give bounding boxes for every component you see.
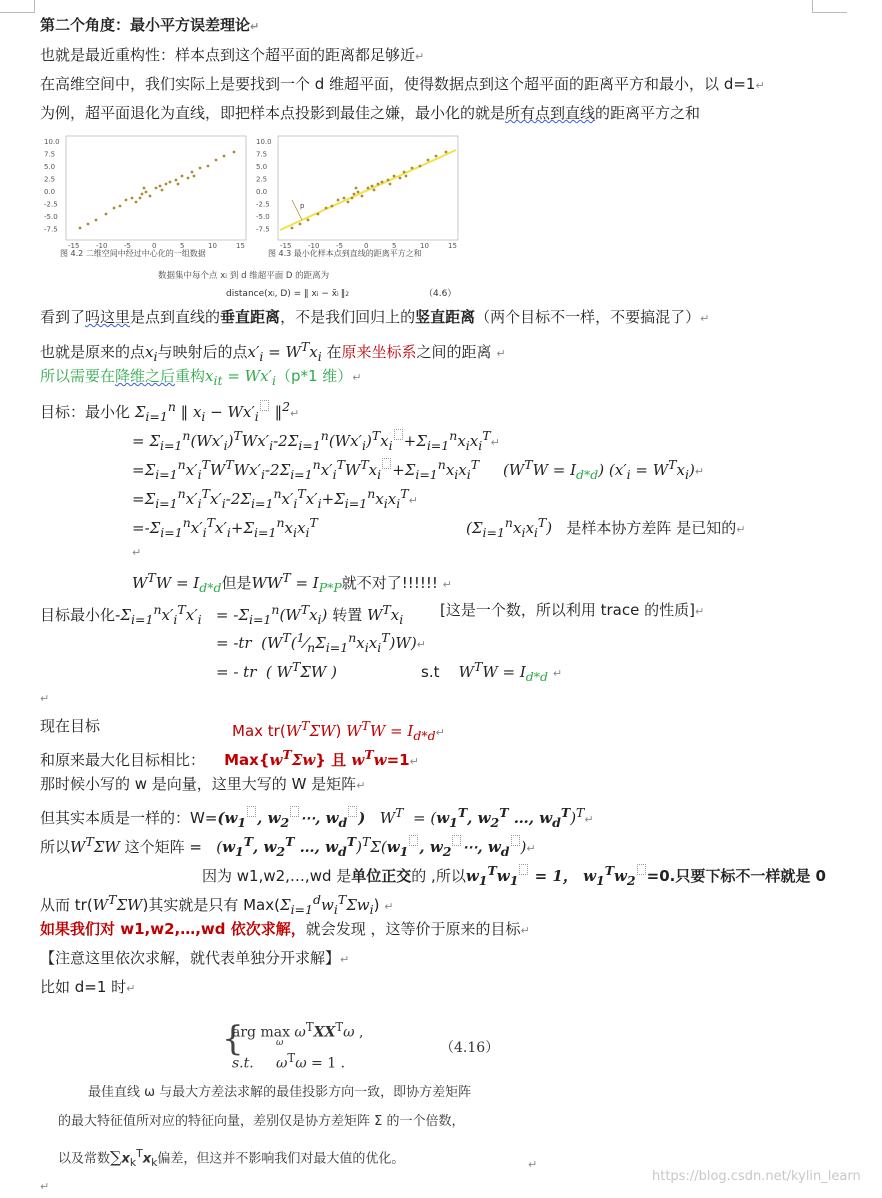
scatter-point xyxy=(445,151,448,154)
equation-line: = - tr ( $W^T\Sigma W$ ) xyxy=(216,659,337,681)
y-tick-label: 2.5 xyxy=(256,175,268,184)
scatter-point xyxy=(161,189,164,192)
scatter-point xyxy=(207,165,210,168)
y-tick-label: 10.0 xyxy=(44,138,60,146)
equation-brace: { xyxy=(222,1019,244,1059)
y-tick-label: 0.0 xyxy=(44,188,56,196)
paragraph-line: 和原来最大化目标相比： $Max\{w^T\Sigma w\}$ 且 $w^Tw=1↵$ xyxy=(40,747,419,769)
equation-line: s.t. $\omega^T\omega = 1$ . xyxy=(232,1051,346,1072)
scatter-point xyxy=(215,159,218,162)
page-corner-mark xyxy=(0,0,35,13)
svg-text:图 4.3 最小化样本点到直线的距离平方之和: 图 4.3 最小化样本点到直线的距离平方之和 xyxy=(268,249,422,258)
paragraph-mark: ↵ xyxy=(40,1180,50,1193)
scatter-point xyxy=(149,195,152,198)
page-corner-mark xyxy=(812,0,847,13)
equation-note: [这是一个数，所以利用 trace 的性质]↵ xyxy=(440,601,705,619)
scatter-point xyxy=(399,177,402,180)
paragraph-line: 为例，超平面退化为直线，即把样本点投影到最佳之嫌，最小化的就是所有点到直线的距离平方之和 xyxy=(40,104,701,122)
x-tick-label: 0 xyxy=(364,242,369,250)
x-tick-label: -5 xyxy=(124,242,131,250)
svg-text:p: p xyxy=(300,202,305,210)
paragraph-line: 也就是最近重构性：样本点到这个超平面的距离都足够近↵ xyxy=(40,46,425,64)
y-tick-label: 7.5 xyxy=(256,150,268,159)
equation-line: 但其实本质是一样的：$W=(w_1$ , $w_2$ ⋯, $w_d$ ) $W^T = (w_1^T$, $w_2^T$ …, $w_d^T)^T↵$ xyxy=(40,805,594,830)
scatter-point xyxy=(427,159,430,162)
paragraph-line: 【注意这里依次求解，就代表单独分开求解】↵ xyxy=(40,949,350,967)
scatter-point xyxy=(233,151,236,154)
y-tick-label: -5.0 xyxy=(44,213,58,221)
scatter-point xyxy=(139,197,142,200)
scatter-point xyxy=(135,201,138,204)
paragraph-line: 因为 w1,w2,…,wd 是单位正交的 ,所以$w_1^Tw_1 = 1$， $w_1^Tw_2 =0$.只要下标不一样就是 0 xyxy=(202,863,826,888)
y-tick-label: 7.5 xyxy=(44,150,56,159)
scatter-point xyxy=(187,177,190,180)
equation-line: arg $\max \omega^TXX^T\omega$ , xyxy=(232,1020,364,1041)
y-tick-label: 10.0 xyxy=(256,138,272,146)
scatter-point xyxy=(373,189,376,192)
paragraph-line: 从而 $tr(W^T\Sigma W)$其实就是只有 $Max(\Sigma_{i=1}^dw_i^T\Sigma w_i)$ ↵ xyxy=(40,892,394,917)
section-heading: 第二个角度：最小平方误差理论↵ xyxy=(40,16,260,34)
paragraph-line: 如果我们对 w1,w2,…,wd 依次求解，就会发现 ，这等价于原来的目标↵ xyxy=(40,920,530,938)
scatter-point xyxy=(175,179,178,182)
x-tick-label: 10 xyxy=(420,242,429,250)
scatter-point xyxy=(307,219,310,222)
equation-line: = $\Sigma_{i=1}^n(Wx'_i)^TWx'_i-2\Sigma_{i=1}^n(Wx'_i)^Tx_i$ $+\Sigma_{i=1}^nx_ix_i^T↵$ xyxy=(132,428,500,453)
distance-definition xyxy=(158,270,456,299)
x-tick-label: -10 xyxy=(96,242,108,250)
paragraph-line: 现在目标 xyxy=(40,717,101,735)
x-tick-label: 15 xyxy=(236,242,245,250)
x-tick-label: -15 xyxy=(68,242,80,250)
scatter-point xyxy=(95,219,98,222)
y-tick-label: -5.0 xyxy=(256,213,270,221)
y-tick-label: 2.5 xyxy=(44,175,56,184)
scanned-text-line: 的最大特征值所对应的特征向量，差别仅是协方差矩阵 Σ 的一个倍数， xyxy=(58,1114,465,1129)
scatter-point xyxy=(377,183,380,186)
paragraph-line: 看到了吗这里是点到直线的垂直距离，不是我们回归上的竖直距离（两个目标不一样，不要搞混了）↵ xyxy=(40,308,710,326)
scatter-point xyxy=(143,187,146,190)
x-tick-label: 15 xyxy=(448,242,457,250)
scatter-point xyxy=(105,213,108,216)
equation-constraint: s.t $W^TW = I_{d*d}$ ↵ xyxy=(421,659,563,684)
svg-text:图 4.2 二维空间中经过中心化的一组数据: 图 4.2 二维空间中经过中心化的一组数据 xyxy=(60,249,206,258)
svg-text:distance(xi, D) = ‖ xi − x̃i‖2: distance(xi, D) = ‖ xi − x̃i ‖2 xyxy=(226,289,350,299)
scatter-point xyxy=(367,187,370,190)
scatter-point xyxy=(435,155,438,158)
scatter-point xyxy=(387,179,390,182)
paragraph-line: 比如 d=1 时↵ xyxy=(40,978,136,996)
scatter-point xyxy=(141,193,144,196)
figure-4-3 xyxy=(256,136,458,258)
equation-note: $(\Sigma_{i=1}^nx_ix_i^T)$ 是样本协方差阵 是已知的↵ xyxy=(466,515,746,540)
scatter-point xyxy=(357,191,360,194)
scatter-point xyxy=(353,193,356,196)
scatter-point xyxy=(343,197,346,200)
scatter-point xyxy=(325,207,328,210)
scanned-text-line: 最佳直线 ω 与最大方差法求解的最佳投影方向一致，即协方差矩阵 xyxy=(88,1085,472,1100)
figure-4-2 xyxy=(44,136,246,258)
svg-text:（4.6）: （4.6） xyxy=(424,289,457,299)
scatter-point xyxy=(223,155,226,158)
x-tick-label: 5 xyxy=(180,242,185,250)
scatter-point xyxy=(381,181,384,184)
empty-line: ↵ xyxy=(40,692,50,705)
x-tick-label: 0 xyxy=(152,242,157,250)
x-tick-label: -15 xyxy=(280,242,292,250)
scatter-point xyxy=(393,175,396,178)
scatter-point xyxy=(165,183,168,186)
scatter-point xyxy=(405,175,408,178)
scatter-point xyxy=(125,199,128,202)
x-tick-label: 10 xyxy=(208,242,217,250)
y-tick-label: -7.5 xyxy=(256,225,270,234)
equation-line: $=\Sigma_{i=1}^nx'_i^TW^TWx'_i-2\Sigma_{i=1}^nx'_i^TW^Tx_i +\Sigma_{i=1}^nx_ix_i^T$ $(W^TW = I_{d*d}) (x'_i$ = $W^Tx_i)↵$ xyxy=(132,457,705,482)
y-tick-label: 5.0 xyxy=(256,163,268,171)
scatter-point xyxy=(79,227,82,230)
equation-line: 目标最小化$-\Sigma_{i=1}^nx'_i^Tx'_i = -\Sigma_{i=1}^n(W^Tx_i)$ 转置 $W^Tx_i$ xyxy=(40,602,404,627)
paragraph-line: 也就是原来的点$x_i$与映射后的点$x'_i = W^Tx_i$ 在原来坐标系之间的距离 ↵ xyxy=(40,339,506,364)
y-tick-label: -7.5 xyxy=(44,225,58,234)
x-tick-label: -10 xyxy=(308,242,320,250)
y-tick-label: -2.5 xyxy=(256,200,270,209)
equation-line: 目标：最小化 $\Sigma_{i=1}^n$ ‖ $x_i - Wx'_i$ ‖$^2$↵ xyxy=(40,399,300,424)
scatter-point xyxy=(411,167,414,170)
paragraph-line: 那时候小写的 w 是向量，这里大写的 W 是矩阵↵ xyxy=(40,775,366,793)
scatter-point xyxy=(291,227,294,230)
objective-formula: Max $tr(W^T\Sigma W) W^TW$ = $I_{d*d}↵$ xyxy=(232,718,445,743)
watermark: https://blog.csdn.net/kylin_learn xyxy=(652,1169,861,1184)
equation-line: $W^TW = I_{d*d}$但是$WW^T = I_{P*P}$就不对了!!!!!! ↵ xyxy=(132,570,452,595)
svg-text:数据集中每个点 xi到 d 维超平面 D 的距离为: 数据集中每个点 xi 到 d 维超平面 D 的距离为 xyxy=(158,271,330,281)
scatter-point xyxy=(361,195,364,198)
scatter-point xyxy=(331,205,334,208)
paragraph-line: 在高维空间中，我们实际上是要找到一个 d 维超平面，使得数据点到这个超平面的距离平方和最小，以 d=1↵ xyxy=(40,75,765,93)
scatter-point xyxy=(145,191,148,194)
scatter-point xyxy=(159,185,162,188)
scatter-point xyxy=(317,213,320,216)
scatter-point xyxy=(299,223,302,226)
scatter-point xyxy=(347,201,350,204)
equation-number: （4.16） xyxy=(440,1040,500,1056)
scatter-point xyxy=(389,183,392,186)
scatter-point xyxy=(181,175,184,178)
x-tick-label: -5 xyxy=(336,242,343,250)
scatter-point xyxy=(351,197,354,200)
paragraph-mark: ↵ xyxy=(528,1158,538,1171)
y-tick-label: 0.0 xyxy=(256,188,268,196)
equation-subscript: ω xyxy=(276,1038,284,1048)
scatter-point xyxy=(199,167,202,170)
scatter-point xyxy=(169,181,172,184)
equation-line: $=\Sigma_{i=1}^nx'_i^Tx'_i-2\Sigma_{i=1}^nx'_i^Tx'_i+\Sigma_{i=1}^nx_ix_i^T↵$ xyxy=(132,486,418,511)
scanned-text-line: 以及常数$\sum x_k^Tx_k$偏差，但这并不影响我们对最大值的优化。 xyxy=(58,1147,405,1169)
scatter-point xyxy=(337,199,340,202)
scatter-point xyxy=(87,223,90,226)
y-tick-label: 5.0 xyxy=(44,163,56,171)
scatter-point xyxy=(355,187,358,190)
scatter-point xyxy=(191,171,194,174)
scatter-point xyxy=(119,205,122,208)
equation-line: $=-\Sigma_{i=1}^nx'_i^Tx'_i+\Sigma_{i=1}^nx_ix_i^T$ xyxy=(132,515,318,540)
equation-line: 所以$W^T\Sigma W$ 这个矩阵 = ($w_1^T$, $w_2^T$ …, $w_d^T)^T\Sigma(w_1$ , $w_2$ ⋯, $w_d$ )↵ xyxy=(40,834,536,859)
figure-scatter-plots xyxy=(40,128,470,300)
x-tick-label: 5 xyxy=(392,242,397,250)
scatter-point xyxy=(403,171,406,174)
empty-line: ↵ xyxy=(132,546,142,559)
scatter-point xyxy=(131,197,134,200)
scatter-point xyxy=(177,183,180,186)
scatter-point xyxy=(113,207,116,210)
y-tick-label: -2.5 xyxy=(44,200,58,209)
scatter-point xyxy=(371,185,374,188)
paragraph-line: 所以需要在降维之后重构$x_{it} = Wx'_i(p*1$ 维）↵ xyxy=(40,367,362,388)
equation-line: = -tr $(W^T(^1⁄_n\Sigma_{i=1}^nx_ix_i^T)W)↵$ xyxy=(216,630,426,655)
scatter-point xyxy=(193,175,196,178)
scatter-point xyxy=(155,187,158,190)
scatter-point xyxy=(419,165,422,168)
